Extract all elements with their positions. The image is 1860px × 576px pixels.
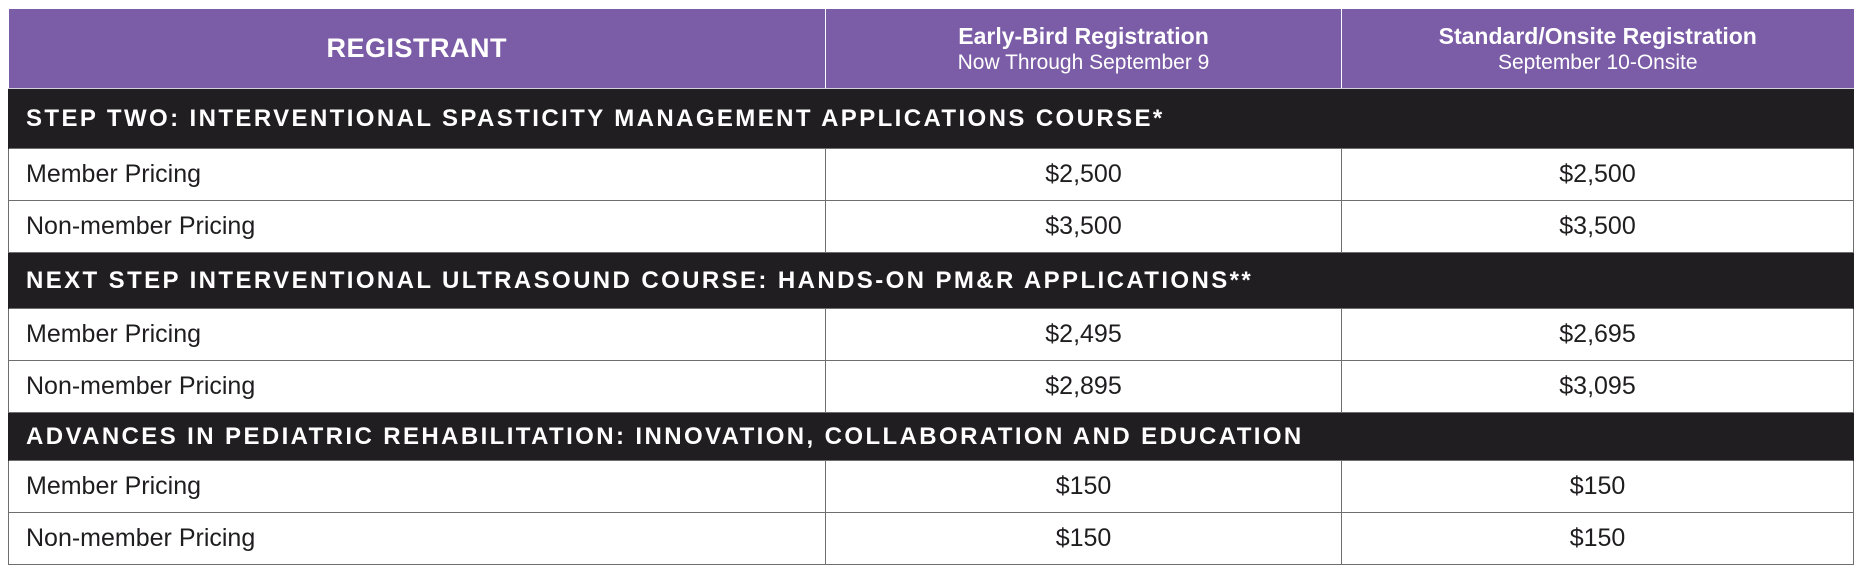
early-bird-price: $150 (826, 513, 1342, 565)
table-row (9, 361, 1854, 413)
standard-price: $2,695 (1342, 309, 1854, 361)
early-bird-price: $150 (826, 461, 1342, 513)
early-bird-price: $2,895 (826, 361, 1342, 413)
early-bird-price: $2,495 (826, 309, 1342, 361)
section-row-pediatric-rehabilitation (9, 413, 1854, 461)
registrant-type-label: Non-member Pricing (9, 201, 826, 253)
early-bird-column-header (826, 9, 1342, 89)
table-row (9, 513, 1854, 565)
registration-pricing-table (8, 9, 1854, 565)
registrant-column-header: REGISTRANT (9, 9, 826, 89)
standard-subtitle: September 10-Onsite (1497, 50, 1698, 74)
table-row (9, 309, 1854, 361)
table-row (9, 149, 1854, 201)
registrant-type-label: Member Pricing (9, 149, 826, 201)
early-bird-price: $2,500 (826, 149, 1342, 201)
section-title: NEXT STEP INTERVENTIONAL ULTRASOUND COURSE: HANDS-ON PM&R APPLICATIONS** (9, 253, 1854, 309)
table-row (9, 201, 1854, 253)
standard-price: $3,095 (1342, 361, 1854, 413)
section-row-spasticity-course (9, 89, 1854, 149)
registrant-type-label: Non-member Pricing (9, 361, 826, 413)
early-bird-subtitle: Now Through September 9 (957, 50, 1210, 74)
registrant-type-label: Member Pricing (9, 461, 826, 513)
standard-price: $3,500 (1342, 201, 1854, 253)
early-bird-price: $3,500 (826, 201, 1342, 253)
standard-price: $2,500 (1342, 149, 1854, 201)
section-title: STEP TWO: INTERVENTIONAL SPASTICITY MANAGEMENT APPLICATIONS COURSE* (9, 89, 1854, 149)
table-row (9, 461, 1854, 513)
registrant-type-label: Member Pricing (9, 309, 826, 361)
standard-price: $150 (1342, 461, 1854, 513)
registrant-type-label: Non-member Pricing (9, 513, 826, 565)
section-title: ADVANCES IN PEDIATRIC REHABILITATION: INNOVATION, COLLABORATION AND EDUCATION (9, 413, 1854, 461)
standard-title: Standard/Onsite Registration (1438, 22, 1757, 49)
standard-column-header (1342, 9, 1854, 89)
section-row-ultrasound-course (9, 253, 1854, 309)
early-bird-title: Early-Bird Registration (958, 22, 1209, 49)
standard-price: $150 (1342, 513, 1854, 565)
table-header-row (9, 9, 1854, 89)
